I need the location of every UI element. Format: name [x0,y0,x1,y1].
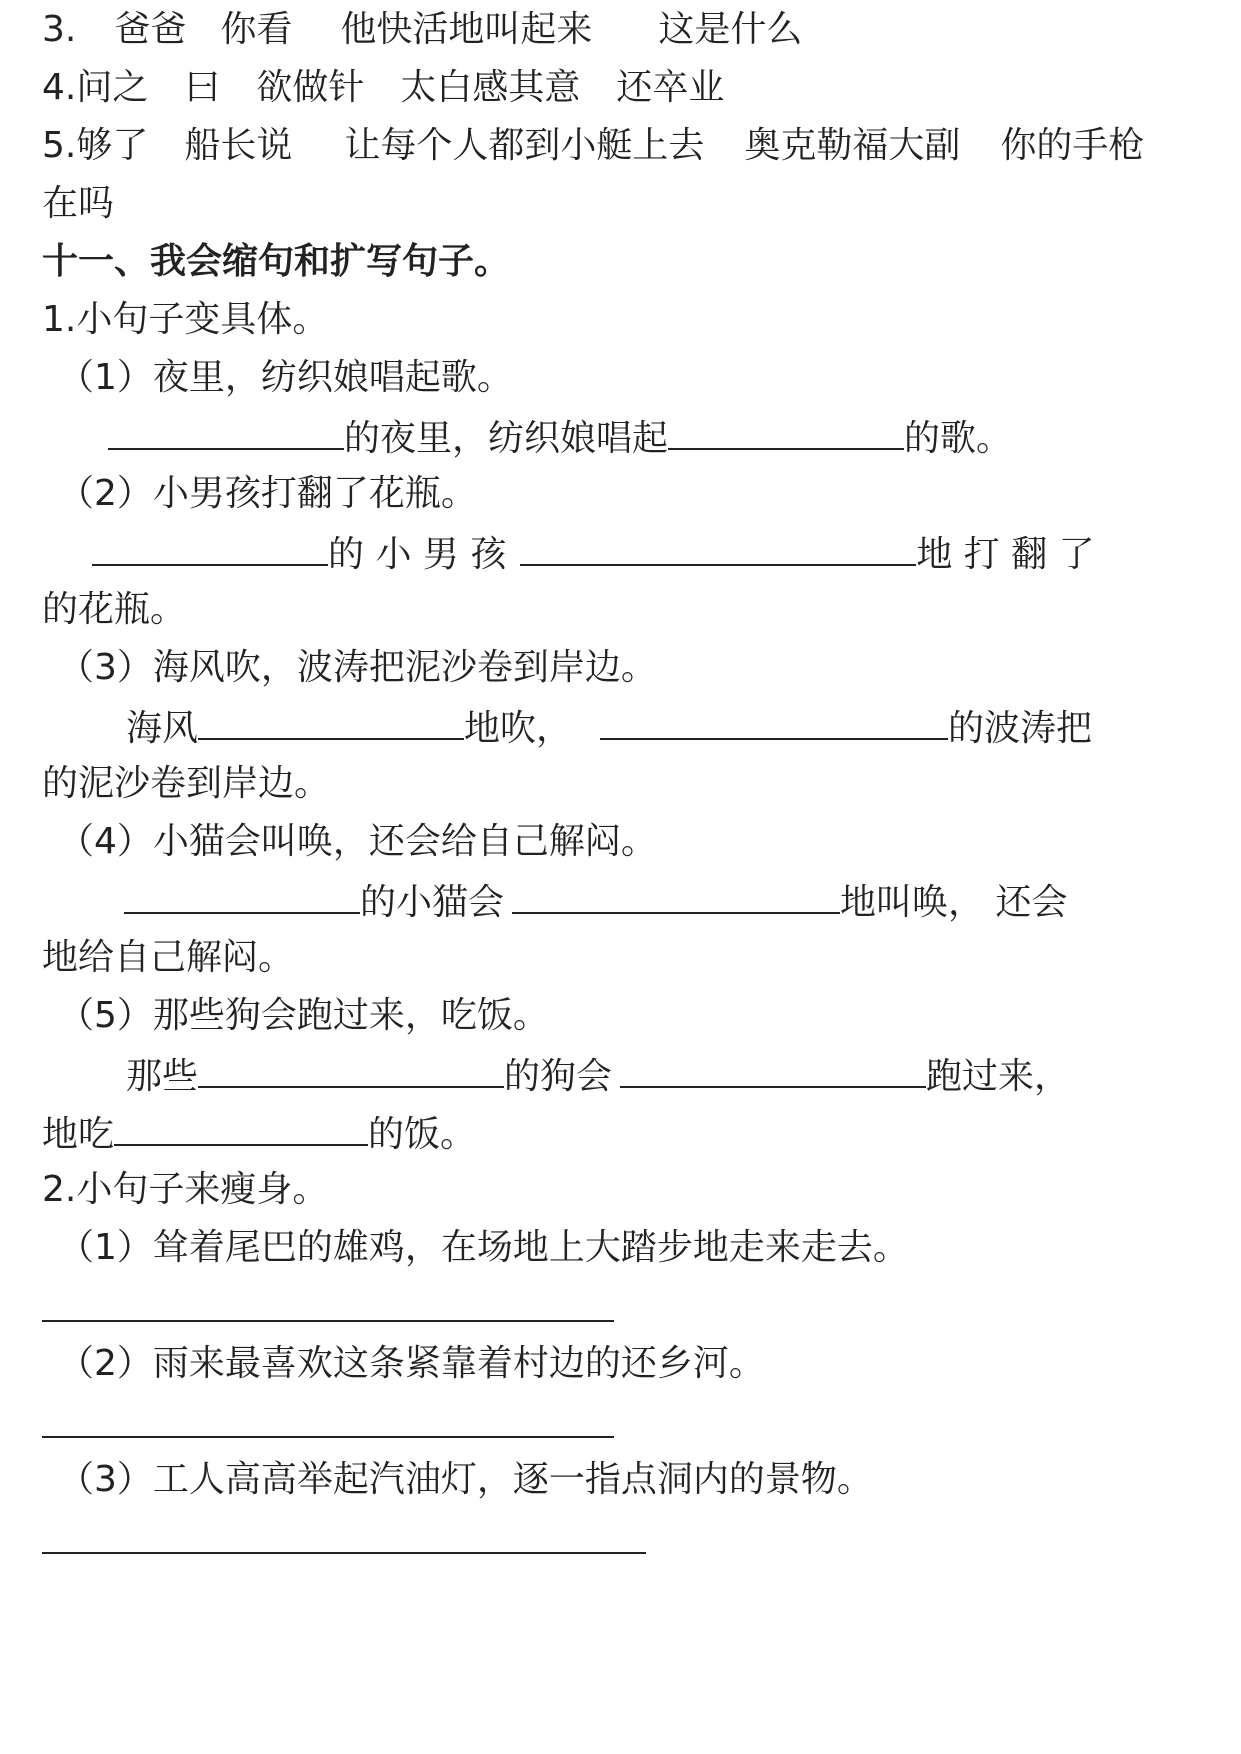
q5-word: 船长说 [184,125,293,166]
blank-field[interactable] [620,1052,926,1088]
shrink3-answer-line[interactable] [42,1552,646,1554]
q3-word: 爸爸 [114,9,187,50]
fill-text: 的歌。 [904,418,1013,459]
fill-text: 地吃 [42,1114,115,1155]
item4-prompt: （4）小猫会叫唤，还会给自己解闷。 [58,821,657,862]
blank-field[interactable] [198,1052,504,1088]
item5-fill-line [126,1052,1070,1099]
question-4-line [42,66,724,110]
fill-text: 地吹， [464,708,573,749]
shrink2-answer-line[interactable] [42,1436,614,1438]
q5-word: 你的手枪 [1000,125,1145,166]
blank-field[interactable] [600,704,948,740]
item4-continuation: 地给自己解闷。 [42,937,295,978]
blank-field[interactable] [668,414,904,450]
fill-text: 的小猫会 [360,882,505,923]
item5-prompt: （5）那些狗会跑过来，吃饭。 [58,995,549,1036]
q5-word: 让每个人都到小艇上去 [344,125,705,166]
blank-field[interactable] [512,878,840,914]
q3-word: 他快活地叫起来 [340,9,593,50]
q3-number: 3. [42,9,77,50]
shrink1-prompt: （1）耸着尾巴的雄鸡，在场地上大踏步地走来走去。 [58,1227,909,1268]
item2-continuation: 的花瓶。 [42,589,187,630]
item1-fill-line [108,414,1012,461]
q3-word: 你看 [220,9,293,50]
blank-field[interactable] [108,414,344,450]
fill-text: 的狗会 [504,1056,613,1097]
part2-title: 2.小句子来瘦身。 [42,1169,329,1210]
question-3-line [42,8,802,52]
fill-text: 海风 [126,708,199,749]
item1-prompt: （1）夜里，纺织娘唱起歌。 [58,357,513,398]
q4-word: 4.问之 [42,67,149,108]
item3-fill-line [126,704,1092,751]
item2-fill-line [92,530,1095,577]
question-5-line [42,124,1144,168]
fill-text: 的波涛把 [948,708,1093,749]
q4-word: 欲做针 [256,67,365,108]
shrink3-prompt: （3）工人高高举起汽油灯，逐一指点洞内的景物。 [58,1459,873,1500]
fill-text: 的夜里，纺织娘唱起 [344,418,669,459]
item3-continuation: 的泥沙卷到岸边。 [42,763,331,804]
blank-field[interactable] [92,530,328,566]
fill-text: 的饭。 [368,1114,477,1155]
q3-word: 这是什么 [658,9,803,50]
shrink1-answer-line[interactable] [42,1320,614,1322]
question-5-continuation: 在吗 [42,183,115,224]
fill-text: 地叫唤， 还会 [840,882,1068,923]
blank-field[interactable] [114,1110,368,1146]
blank-field[interactable] [124,878,360,914]
fill-text: 地 打 翻 了 [916,534,1095,575]
blank-field[interactable] [198,704,464,740]
shrink2-prompt: （2）雨来最喜欢这条紧靠着村边的还乡河。 [58,1343,765,1384]
fill-text: 跑过来， [926,1056,1071,1097]
item2-prompt: （2）小男孩打翻了花瓶。 [58,473,477,514]
q4-word: 太白感其意 [400,67,581,108]
q5-word: 奥克勒福大副 [744,125,961,166]
fill-text: 那些 [126,1056,199,1097]
section-title: 十一、我会缩句和扩写句子。 [42,241,511,282]
fill-text: 的 小 男 孩 [328,534,507,575]
q4-word: 还卒业 [616,67,725,108]
blank-field[interactable] [520,530,916,566]
q5-word: 5.够了 [42,125,149,166]
part1-title: 1.小句子变具体。 [42,299,329,340]
q4-word: 曰 [184,67,221,108]
item5-continuation [42,1110,476,1157]
item3-prompt: （3）海风吹，波涛把泥沙卷到岸边。 [58,647,657,688]
item4-fill-line [124,878,1067,925]
